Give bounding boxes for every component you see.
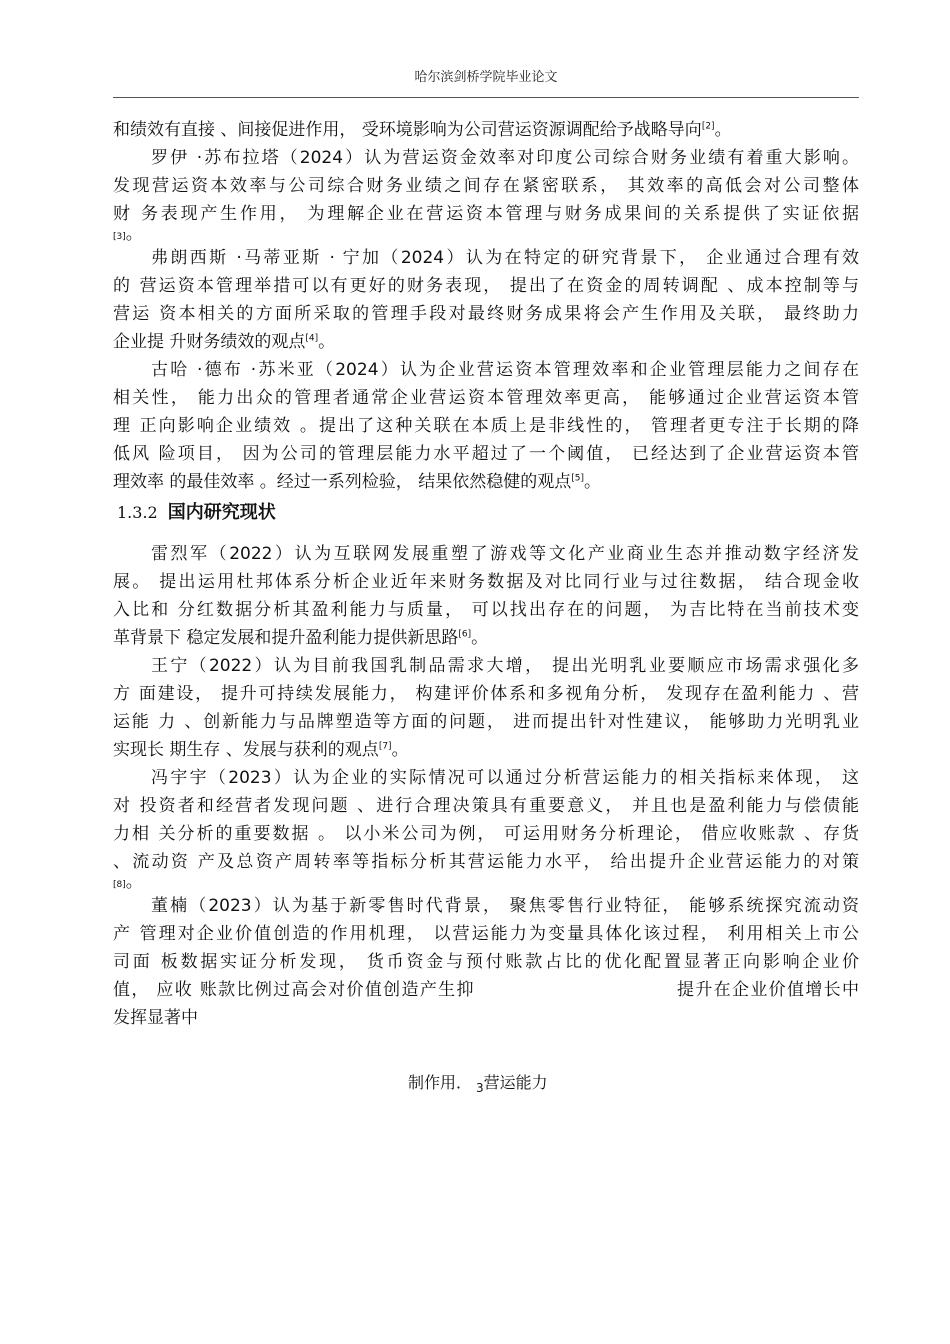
citation-ref: [3] bbox=[113, 232, 126, 242]
paragraph-line: 雷烈军（2022）认为互联网发展重塑了游戏等文化产业商业生态并推动数字经济发 bbox=[151, 544, 859, 564]
paragraph-line: 的 营运资本管理举措可以有更好的财务表现， 提出了在资金的周转调配 、成本控制等与 bbox=[113, 276, 859, 296]
paragraph-line: 和绩效有直接 、间接促进作用， 受环境影响为公司营运资源调配给予战略导向[2]。 bbox=[113, 120, 732, 140]
citation-ref: [6] bbox=[458, 629, 472, 640]
section-number: 1.3.2 bbox=[117, 503, 158, 522]
paragraph-line: 对 投资者和经营者发现问题 、进行合理决策具有重要意义， 并且也是盈利能力与偿债能 bbox=[113, 796, 859, 816]
citation-ref: [8] bbox=[113, 880, 126, 890]
paragraph-line: 罗伊 ·苏布拉塔（2024）认为营运资金效率对印度公司综合财务业绩有着重大影响。 bbox=[151, 148, 859, 168]
paragraph-line: 弗朗西斯 ·马蒂亚斯 · 宁加（2024）认为在特定的研究背景下， 企业通过合理有效 bbox=[151, 248, 859, 268]
paragraph-line: 理 正向影响企业绩效 。提出了这种关联在本质上是非线性的， 管理者更专注于长期的降 bbox=[113, 416, 859, 436]
page-footer: 制作用． $_3$营运能力 bbox=[408, 1073, 548, 1096]
citation-ref: [2] bbox=[701, 121, 715, 132]
section-title: 国内研究现状 bbox=[167, 502, 276, 523]
paragraph-line: 财 务表现产生作用， 为理解企业在营运资本管理与财务成果间的关系提供了实证依据 bbox=[113, 204, 859, 224]
paragraph-line: 发现营运资本效率与公司综合财务业绩之间存在紧密联系， 其效率的高低会对公司整体 bbox=[113, 176, 859, 196]
page-header: 哈尔滨剑桥学院毕业论文 bbox=[414, 70, 558, 85]
paragraph-line: 方 面建设， 提升可持续发展能力， 构建评价体系和多视角分析， 发现存在盈利能力 、营 bbox=[113, 684, 859, 704]
paragraph-line: 入比和 分红数据分析其盈利能力与质量， 可以找出存在的问题， 为吉比特在当前技术变 bbox=[113, 600, 859, 620]
paragraph-line: 企业提 升财务绩效的观点[4]。 bbox=[113, 332, 336, 352]
paragraph-line: 运能 力 、创新能力与品牌塑造等方面的问题， 进而提出针对性建议， 能够助力光明乳业 bbox=[113, 712, 859, 732]
paragraph-line: 营运 资本相关的方面所采取的管理手段对最终财务成果将会产生作用及关联， 最终助力 bbox=[113, 304, 859, 324]
document-body bbox=[113, 116, 859, 1032]
paragraph-line: 产 管理对企业价值创造的作用机理， 以营运能力为变量具体化该过程， 利用相关上市公 bbox=[113, 924, 859, 944]
section-heading bbox=[113, 498, 859, 528]
paragraph-line: 力相 关分析的重要数据 。 以小米公司为例， 可运用财务分析理论， 借应收账款 、存货 bbox=[113, 824, 859, 844]
paragraph-line: 董楠（2023）认为基于新零售时代背景， 聚焦零售行业特征， 能够系统探究流动资 bbox=[151, 896, 859, 916]
paragraph-line: 、流动资 产及总资产周转率等指标分析其营运能力水平， 给出提升企业营运能力的对策 bbox=[113, 852, 859, 872]
paragraph-line: 低风 险项目， 因为公司的管理层能力水平超过了一个阈值， 已经达到了企业营运资本管 bbox=[113, 444, 859, 464]
paragraph-line: 发挥显著中 bbox=[113, 1008, 198, 1028]
header-rule bbox=[113, 97, 859, 98]
paragraph-line: 实现长 期生存 、发展与获利的观点[7]。 bbox=[113, 740, 409, 760]
citation-ref: [4] bbox=[305, 333, 319, 344]
paragraph-line: 司面 板数据实证分析发现， 货币资金与预付账款占比的优化配置显著正向影响企业价 bbox=[113, 952, 859, 972]
citation-ref: [5] bbox=[571, 473, 584, 484]
paragraph-line: 理效率 的最佳效率 。经过一系列检验， 结果依然稳健的观点[5]。 bbox=[113, 472, 601, 492]
paragraph-line: 值， 应收 账款比例过高会对价值创造产生抑 提升在企业价值增长中 bbox=[113, 980, 859, 1000]
paragraph-line: 王宁（2022）认为目前我国乳制品需求大增， 提出光明乳业要顺应市场需求强化多 bbox=[151, 656, 859, 676]
paragraph-line: 革背景下 稳定发展和提升盈利能力提供新思路[6]。 bbox=[113, 628, 489, 648]
paragraph-line: 展。 提出运用杜邦体系分析企业近年来财务数据及对比同行业与过往数据， 结合现金收 bbox=[113, 572, 859, 592]
paragraph-line: [8]。 bbox=[113, 872, 143, 892]
paragraph-line: 冯宇宇（2023）认为企业的实际情况可以通过分析营运能力的相关指标来体现， 这 bbox=[151, 768, 859, 788]
paragraph-line: 相关性， 能力出众的管理者通常企业营运资本管理效率更高， 能够通过企业营运资本管 bbox=[113, 388, 859, 408]
paragraph-line: 古哈 ·德布 ·苏米亚（2024）认为企业营运资本管理效率和企业管理层能力之间存在 bbox=[151, 360, 859, 380]
page-number: 3 bbox=[476, 1081, 484, 1096]
citation-ref: [7] bbox=[378, 741, 392, 752]
paragraph-line: [3]。 bbox=[113, 224, 143, 244]
